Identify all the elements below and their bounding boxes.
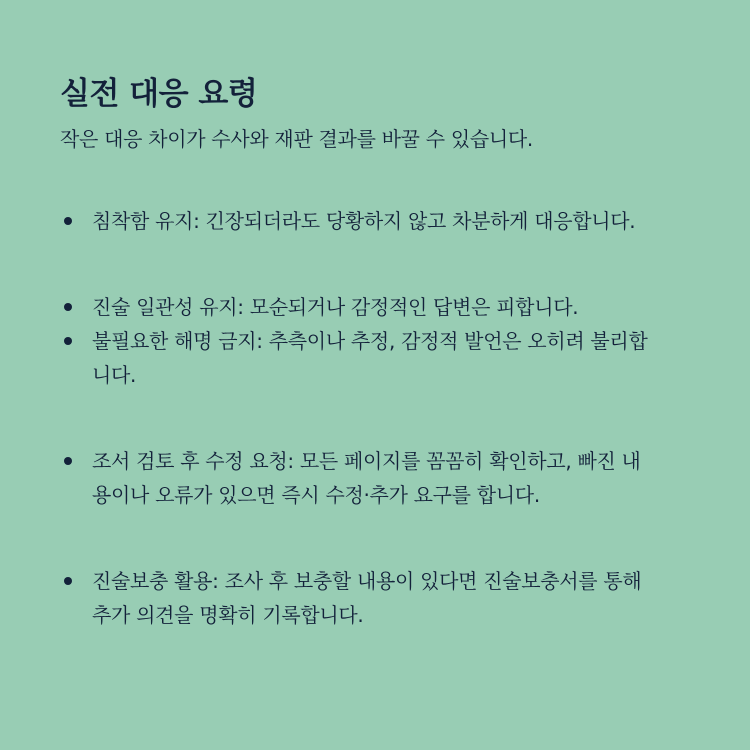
tip-item [60, 204, 650, 238]
tip-text: 불필요한 해명 금지: 추측이나 추정, 감정적 발언은 오히려 불리합니다. [92, 329, 648, 387]
tip-group-3 [60, 444, 690, 512]
tip-group-4 [60, 564, 690, 632]
bullet-icon [64, 217, 72, 225]
bullet-icon [64, 457, 72, 465]
tip-group-1 [60, 204, 690, 238]
tip-group-2 [60, 290, 690, 392]
bullet-icon [64, 303, 72, 311]
page-title: 실전 대응 요령 [60, 76, 258, 112]
tip-text: 진술보충 활용: 조사 후 보충할 내용이 있다면 진술보충서를 통해 추가 의견을 명확히 기록합니다. [92, 569, 642, 627]
tip-text: 조서 검토 후 수정 요청: 모든 페이지를 꼼꼼히 확인하고, 빠진 내용이나 오류가 있으면 즉시 수정·추가 요구를 합니다. [92, 449, 641, 507]
tip-text: 진술 일관성 유지: 모순되거나 감정적인 답변은 피합니다. [92, 295, 579, 319]
tip-item [60, 564, 650, 632]
tip-text: 침착함 유지: 긴장되더라도 당황하지 않고 차분하게 대응합니다. [92, 209, 636, 233]
tips-list [60, 204, 690, 632]
bullet-icon [64, 577, 72, 585]
tip-item [60, 444, 650, 512]
bullet-icon [64, 337, 72, 345]
page-subtitle: 작은 대응 차이가 수사와 재판 결과를 바꿀 수 있습니다. [60, 127, 533, 151]
tip-item [60, 290, 650, 324]
tip-item [60, 324, 650, 392]
